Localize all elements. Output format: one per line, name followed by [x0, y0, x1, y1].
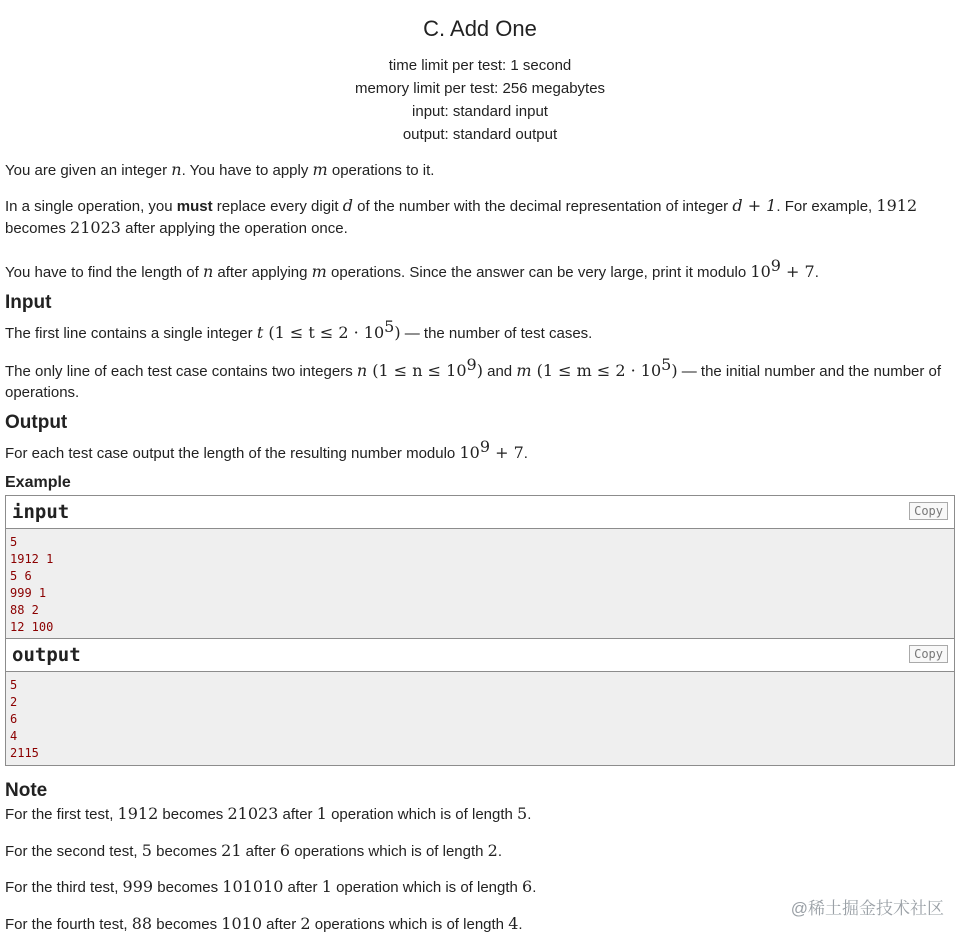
- note-text: 999: [122, 877, 154, 896]
- example-input-header: [6, 496, 954, 529]
- note-text: 21023: [227, 804, 279, 823]
- example-input-box: [5, 495, 955, 639]
- note-text: .: [527, 806, 532, 823]
- note-text: For the first test,: [5, 806, 118, 823]
- note-text: 2: [300, 914, 311, 933]
- note-text: .: [518, 916, 523, 933]
- note-text: .: [497, 843, 503, 860]
- note-text: after: [241, 843, 280, 860]
- note-text: after: [262, 916, 301, 933]
- note-text: 6: [522, 877, 533, 896]
- note-text: becomes: [153, 879, 223, 896]
- example-line: 5: [10, 678, 18, 692]
- statement-paragraph-2: In a single operation, you must replace every digit d of the number with the decimal representation of integer d + 1. For example, 1912 becomes 21023 after applying the operation once.: [5, 196, 918, 237]
- note-text: .: [532, 879, 537, 896]
- note-text: operations which is of length: [290, 843, 488, 860]
- note-text: operations which is of length: [310, 916, 509, 933]
- problem-limits: [0, 54, 960, 146]
- input-paragraph-1: The first line contains a single integer t $(1 \le t \le 2 \cdot 10^5)$ — the number of test cases.: [5, 317, 593, 342]
- note-text: becomes: [152, 916, 222, 933]
- statement-paragraph-3: You have to find the length of n after applying m operations. Since the answer can be very large, print it modulo $10^9 + 7$.: [5, 256, 819, 281]
- output-spec: output: standard output: [402, 126, 558, 143]
- note-text: 21: [221, 841, 242, 860]
- note-text: becomes: [151, 843, 222, 860]
- example-line: 2: [10, 695, 18, 709]
- time-limit: time limit per test: 1 second: [388, 57, 572, 74]
- problem-title: C. Add One: [423, 16, 537, 41]
- note-text: operation which is of length: [326, 806, 518, 823]
- note-item: [5, 840, 955, 862]
- example-heading: Example: [5, 474, 71, 491]
- statement-paragraph-1: You are given an integer n. You have to apply m operations to it.: [5, 160, 435, 179]
- example-input-content[interactable]: [6, 529, 954, 636]
- example-input-label: input: [12, 501, 70, 523]
- note-text: 5: [141, 841, 152, 860]
- note-text: 88: [131, 914, 153, 933]
- example-line: 88 2: [10, 603, 39, 617]
- note-text: 1: [321, 877, 332, 896]
- example-line: 2115: [10, 746, 39, 760]
- note-text: becomes: [158, 806, 228, 823]
- note-text: For the second test,: [5, 843, 142, 860]
- output-heading: Output: [5, 412, 68, 433]
- input-heading: Input: [5, 292, 52, 313]
- copy-input-button[interactable]: Copy: [909, 502, 948, 520]
- note-text: 1: [316, 804, 327, 823]
- example-line: 12 100: [10, 620, 54, 634]
- example-line: 5 6: [10, 569, 32, 583]
- note-text: operation which is of length: [331, 879, 523, 896]
- memory-limit: memory limit per test: 256 megabytes: [354, 80, 606, 97]
- note-heading: Note: [5, 780, 48, 801]
- note-text: For the fourth test,: [5, 916, 132, 933]
- copy-output-button[interactable]: Copy: [909, 645, 948, 663]
- example-output-box: [5, 638, 955, 766]
- note-text: 6: [279, 841, 291, 860]
- example-line: 4: [10, 729, 18, 743]
- watermark: @稀土掘金技术社区: [790, 899, 944, 918]
- note-text: 101010: [222, 877, 284, 896]
- input-spec: input: standard input: [412, 103, 548, 120]
- note-text: 4: [508, 914, 519, 933]
- example-output-content[interactable]: [6, 672, 954, 762]
- example-line: 6: [10, 712, 18, 726]
- note-text: after: [283, 879, 322, 896]
- example-output-label: output: [12, 644, 81, 666]
- note-text: 5: [517, 804, 528, 823]
- output-paragraph: For each test case output the length of the resulting number modulo $10^9 + 7$.: [5, 437, 528, 462]
- note-text: For the third test,: [5, 879, 123, 896]
- example-line: 1912 1: [10, 552, 54, 566]
- example-line: 999 1: [10, 586, 47, 600]
- note-text: 1912: [117, 804, 159, 823]
- input-paragraph-2: The only line of each test case contains two integers n $(1 \le n \le 10^9)$ and m $(1 \le m \le 2 \cdot 10^5)$ — the initial number and the number of operations.: [5, 355, 942, 401]
- example-output-header: [6, 639, 954, 672]
- note-text: after: [278, 806, 317, 823]
- note-text: 1010: [221, 914, 263, 933]
- must-emphasis: must: [176, 198, 213, 215]
- example-line: 5: [10, 535, 18, 549]
- note-item: [5, 803, 955, 825]
- note-text: 2: [487, 841, 498, 860]
